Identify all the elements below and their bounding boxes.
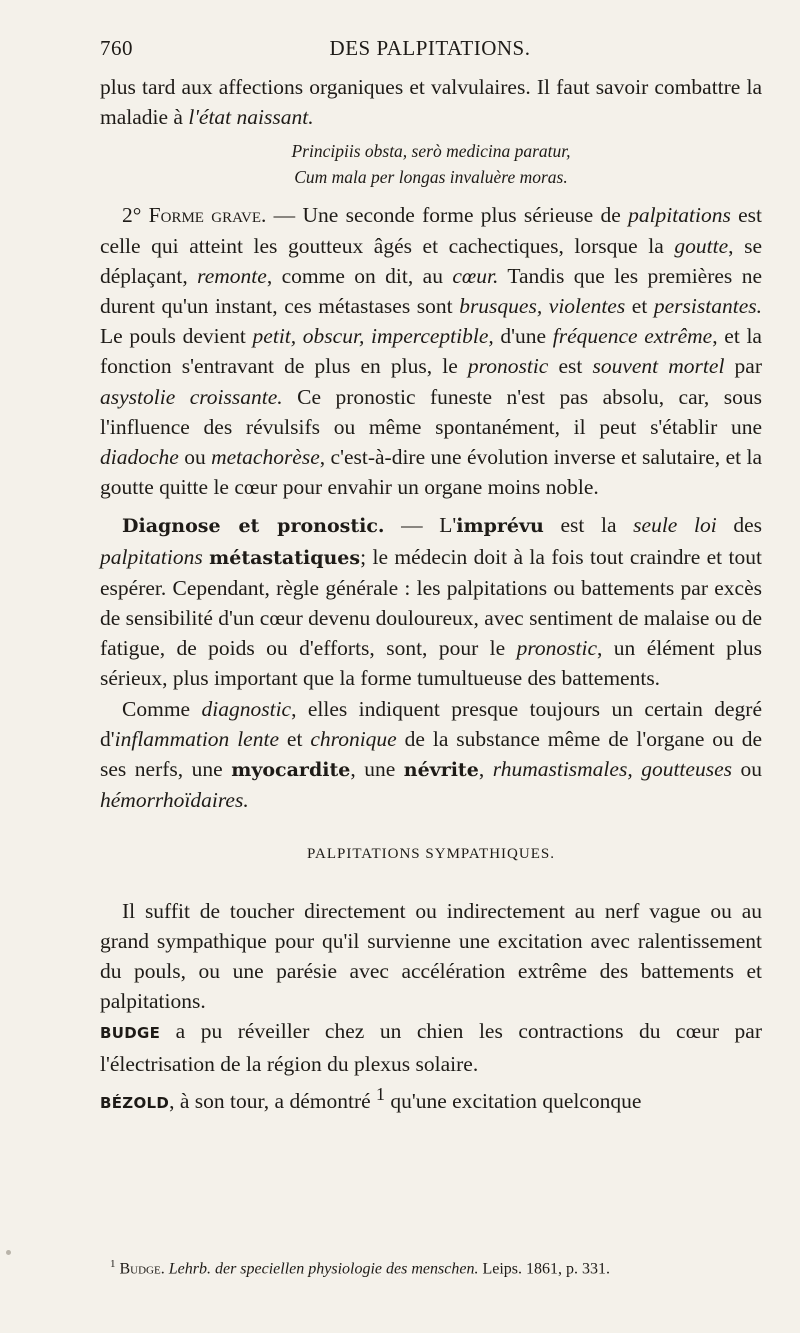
italic-run: palpitations: [628, 203, 731, 228]
text-run: Tandis que les premières ne durent qu'un instant, ces métastases sont: [100, 263, 762, 319]
section-heading-inline: Diagnose et pronostic.: [122, 515, 385, 538]
footnote-place: Leips. 1861, p. 331.: [478, 1260, 610, 1278]
text-run: , se déplaçant,: [100, 233, 762, 288]
text-run: Comme: [122, 696, 202, 721]
bold-run: métastatiques: [209, 546, 361, 569]
text-run: a pu réveiller chez un chien les contractions du cœur par l'électrisation de la région du plexus solaire.: [100, 1019, 762, 1076]
italic-run: l'état naissant.: [188, 105, 314, 130]
italic-run: brusques, violentes: [459, 294, 626, 319]
footnote: [110, 1258, 770, 1278]
text-run: ou: [731, 757, 763, 782]
footnote-author: Budge.: [119, 1260, 165, 1278]
text-run: ,: [478, 757, 493, 782]
italic-run: rhumastismales, goutteuses: [492, 757, 732, 782]
paragraph-budge: [100, 1016, 762, 1078]
text-run: , c'est-à-dire une évolution inverse et salutaire, et la goutte quitte le cœur pour envahir un organe moins noble.: [100, 445, 762, 500]
quote-line: Cum mala per longas invaluère moras.: [294, 167, 568, 188]
italic-run: metachorèse: [211, 445, 320, 470]
text-run: ou: [178, 445, 212, 470]
text-run: qu'une excitation quelconque: [385, 1089, 642, 1114]
text-run: , une: [350, 757, 404, 782]
quote-line: Principiis obsta, serò medicina paratur,: [291, 141, 571, 162]
text-run: — Une seconde forme plus sérieuse de: [266, 203, 629, 228]
running-title: DES PALPITATIONS.: [329, 36, 531, 60]
text-run: et: [625, 294, 654, 319]
italic-run: diagnostic: [201, 696, 292, 721]
text-run: ; le médecin doit à la fois tout craindre et tout espérer. Cependant, règle générale : les palpitations ou battements par excès de sensibilité d'un cœur devenu douloureux, avec sentiment de malaise ou de fatigue, de poids ou d'efforts, sont, pour le: [100, 544, 763, 661]
page-number: 760: [100, 36, 133, 60]
italic-run: pronostic: [467, 354, 549, 379]
section-heading-inline: Forme grave.: [148, 203, 267, 228]
text-run: 2°: [122, 203, 149, 228]
paper-speck: [6, 1250, 11, 1255]
text-run: est la: [543, 513, 634, 538]
text-run: Ce pronostic funeste n'est pas absolu, car, sous l'influence des révulsifs ou même spontanément, il peut s'établir une: [100, 384, 763, 439]
bold-run: névrite: [403, 759, 479, 782]
italic-run: remonte: [197, 263, 267, 288]
body-text: [100, 72, 762, 1118]
paragraph-diagnose: [100, 510, 762, 693]
text-run: , à son tour, a démontré: [169, 1089, 377, 1114]
italic-run: diadoche: [100, 445, 179, 470]
latin-quote: [100, 138, 762, 190]
italic-run: inflammation lente: [114, 726, 279, 751]
text-run: Le pouls devient: [100, 324, 253, 349]
text-run: par: [724, 354, 762, 379]
italic-run: cœur.: [452, 263, 499, 288]
spacer: [100, 502, 762, 510]
italic-run: persistantes.: [653, 294, 762, 319]
footnote-reference: 1: [376, 1083, 385, 1104]
paragraph-diagnostic: [100, 694, 762, 816]
italic-run: souvent mortel: [592, 354, 725, 379]
text-run: et: [279, 726, 311, 751]
text-run: , elles indiquent presque toujours un certain degré d': [100, 696, 762, 751]
italic-run: seule loi: [633, 513, 717, 538]
italic-run: hémorrhoïdaires.: [100, 788, 249, 813]
section-title: PALPITATIONS SYMPATHIQUES.: [307, 846, 555, 863]
italic-run: goutte: [674, 233, 729, 258]
bold-run: myocardite: [231, 759, 351, 782]
italic-run: asystolie croissante.: [100, 384, 283, 409]
text-run: d'une: [493, 324, 553, 349]
text-run: , un élément plus sérieux, plus important que la forme tumultueuse des battements.: [100, 636, 762, 691]
author-name: BÉZOLD: [100, 1094, 170, 1113]
italic-run: pronostic: [516, 636, 598, 661]
text-run: est celle qui atteint les goutteux âgés et cachectiques, lorsque la: [100, 203, 762, 258]
paragraph-sympathiques: Il suffit de toucher directement ou indirectement au nerf vague ou au grand sympathique pour qu'il survienne une excitation avec ralentissement du pouls, ou une parésie avec accélération extrême des battements et palpitations.: [100, 898, 762, 1014]
italic-run: petit, obscur, imperceptible,: [252, 324, 494, 349]
italic-run: chronique: [310, 726, 397, 751]
footnote-title: Lehrb. der speciellen physiologie des menschen.: [168, 1260, 479, 1278]
text-run: des: [716, 513, 762, 538]
footnote-marker: 1: [110, 1258, 116, 1270]
text-run: est: [548, 354, 593, 379]
text-run: , et la fonction s'entravant de plus en plus, le: [100, 324, 762, 379]
author-name: BUDGE: [100, 1024, 161, 1043]
text-run: de la substance même de l'organe ou de ses nerfs, une: [100, 726, 762, 782]
paragraph-intro: [100, 72, 762, 132]
page-header: [100, 36, 760, 66]
italic-run: fréquence extrême: [552, 324, 713, 349]
text-run: , comme on dit, au: [266, 263, 453, 288]
paragraph-forme-grave: [100, 200, 762, 502]
text-run: — L': [384, 513, 457, 538]
bold-run: imprévu: [456, 515, 544, 538]
italic-run: palpitations: [100, 544, 203, 569]
paragraph-bezold: [100, 1079, 762, 1118]
text-run: plus tard aux affections organiques et valvulaires. Il faut savoir combattre la maladie à: [100, 75, 762, 130]
